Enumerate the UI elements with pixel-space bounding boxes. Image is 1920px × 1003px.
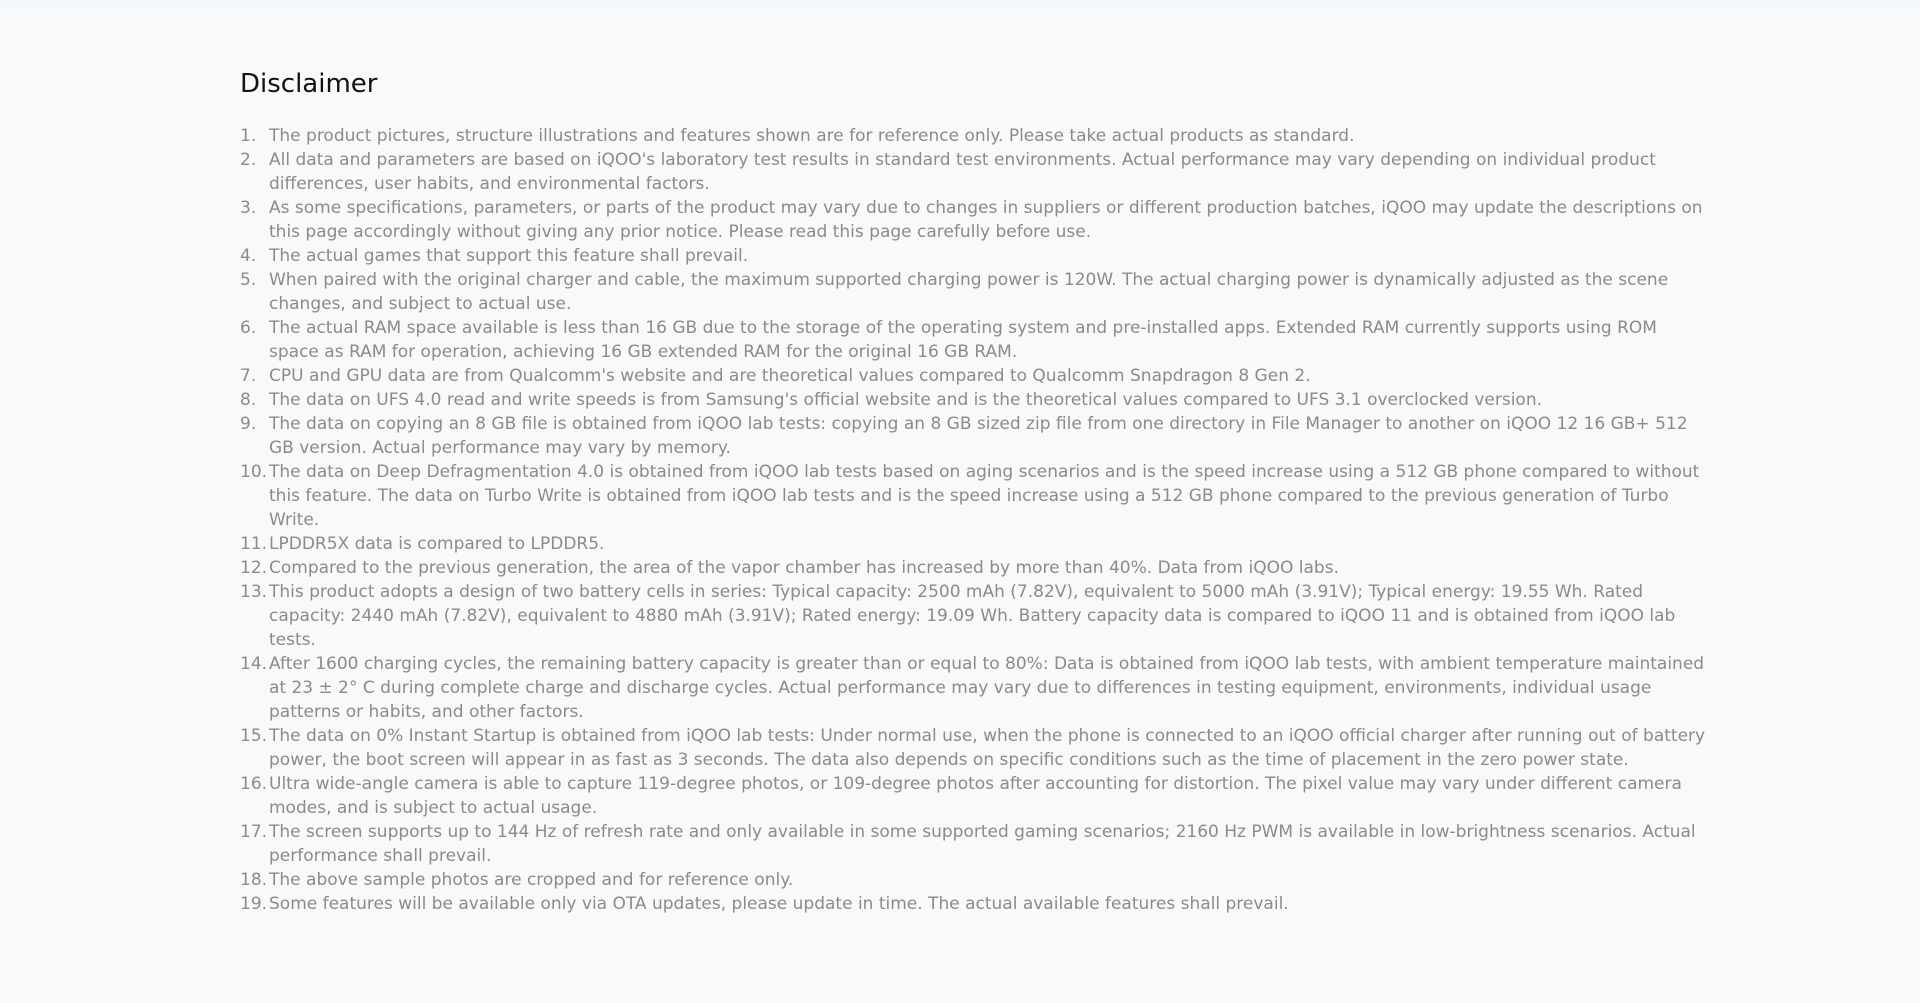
item-number: 16. [240,774,268,794]
item-number: 4. [240,246,257,266]
item-number: 8. [240,390,257,410]
item-text: The data on copying an 8 GB file is obtained from iQOO lab tests: copying an 8 GB sized zip file from one directory in File Manager to another on iQOO 12 16 GB+ 512 GB version. Actual performance may vary by memory. [269,414,1688,458]
item-number: 12. [240,558,268,578]
item-text: After 1600 charging cycles, the remaining battery capacity is greater than or equal to 80%: Data is obtained from iQOO lab tests, with ambient temperature maintained at 23 ± 2° C during complete charge and discharge cycles. Actual performance may vary due to differences in testing equipment, environments, individual usage patterns or habits, and other factors. [269,654,1705,722]
top-strip [0,0,1920,14]
disclaimer-title: Disclaimer [240,69,378,99]
item-text: Ultra wide-angle camera is able to capture 119-degree photos, or 109-degree photos after accounting for distortion. The pixel value may vary under different camera modes, and is subject to actual usage. [269,774,1682,818]
disclaimer-item [240,556,1710,580]
item-number: 6. [240,318,257,338]
item-text: The above sample photos are cropped and for reference only. [269,870,794,890]
disclaimer-item [240,772,1710,820]
item-text: When paired with the original charger and cable, the maximum supported charging power is 120W. The actual charging power is dynamically adjusted as the scene changes, and subject to actual use. [269,270,1669,314]
item-text: The actual games that support this feature shall prevail. [269,246,749,266]
item-text: The screen supports up to 144 Hz of refresh rate and only available in some supported gaming scenarios; 2160 Hz PWM is available in low-brightness scenarios. Actual performance shall prevail. [269,822,1696,866]
item-number: 5. [240,270,257,290]
item-text: The data on Deep Defragmentation 4.0 is obtained from iQOO lab tests based on aging scenarios and is the speed increase using a 512 GB phone compared to without this feature. The data on Turbo Write is obtained from iQOO lab tests and is the speed increase using a 512 GB phone compared to the previous generation of Turbo Write. [269,462,1700,530]
item-text: Some features will be available only via OTA updates, please update in time. The actual available features shall prevail. [269,894,1289,914]
item-text: As some specifications, parameters, or parts of the product may vary due to changes in suppliers or different production batches, iQOO may update the descriptions on this page accordingly without giving any prior notice. Please read this page carefully before use. [269,198,1703,242]
disclaimer-item [240,532,1710,556]
disclaimer-item [240,892,1710,916]
item-text: This product adopts a design of two battery cells in series: Typical capacity: 2500 mAh (7.82V), equivalent to 5000 mAh (3.91V); Typical energy: 19.55 Wh. Rated capacity: 2440 mAh (7.82V), equivalent to 4880 mAh (3.91V); Rated energy: 19.09 Wh. Battery capacity data is compared to iQOO 11 and is obtained from iQOO lab tests. [269,582,1676,650]
disclaimer-section [240,66,1710,916]
disclaimer-item [240,820,1710,868]
disclaimer-list [240,124,1710,916]
item-number: 15. [240,726,268,746]
item-text: CPU and GPU data are from Qualcomm's website and are theoretical values compared to Qualcomm Snapdragon 8 Gen 2. [269,366,1311,386]
item-number: 3. [240,198,257,218]
item-text: The actual RAM space available is less than 16 GB due to the storage of the operating system and pre-installed apps. Extended RAM currently supports using ROM space as RAM for operation, achieving 16 GB extended RAM for the original 16 GB RAM. [269,318,1657,362]
item-number: 17. [240,822,268,842]
item-number: 18. [240,870,268,890]
disclaimer-item [240,388,1710,412]
disclaimer-item [240,652,1710,724]
item-number: 2. [240,150,257,170]
disclaimer-item [240,148,1710,196]
disclaimer-item [240,124,1710,148]
item-number: 19. [240,894,268,914]
disclaimer-item [240,268,1710,316]
item-number: 14. [240,654,268,674]
item-number: 7. [240,366,257,386]
item-number: 1. [240,126,257,146]
item-number: 13. [240,582,268,602]
disclaimer-item [240,196,1710,244]
item-text: The data on 0% Instant Startup is obtained from iQOO lab tests: Under normal use, when the phone is connected to an iQOO official charger after running out of battery power, the boot screen will appear in as fast as 3 seconds. The data also depends on specific conditions such as the time of placement in the zero power state. [269,726,1706,770]
disclaimer-item [240,868,1710,892]
item-number: 10. [240,462,268,482]
item-text: The product pictures, structure illustrations and features shown are for reference only. Please take actual products as standard. [269,126,1355,146]
item-number: 9. [240,414,257,434]
item-text: The data on UFS 4.0 read and write speeds is from Samsung's official website and is the theoretical values compared to UFS 3.1 overclocked version. [269,390,1542,410]
disclaimer-item [240,244,1710,268]
disclaimer-item [240,724,1710,772]
item-number: 11. [240,534,268,554]
disclaimer-item [240,580,1710,652]
disclaimer-item [240,460,1710,532]
item-text: LPDDR5X data is compared to LPDDR5. [269,534,605,554]
item-text: All data and parameters are based on iQOO's laboratory test results in standard test environments. Actual performance may vary depending on individual product differences, user habits, and environmental factors. [269,150,1656,194]
disclaimer-item [240,316,1710,364]
disclaimer-item [240,364,1710,388]
disclaimer-item [240,412,1710,460]
item-text: Compared to the previous generation, the area of the vapor chamber has increased by more than 40%. Data from iQOO labs. [269,558,1339,578]
